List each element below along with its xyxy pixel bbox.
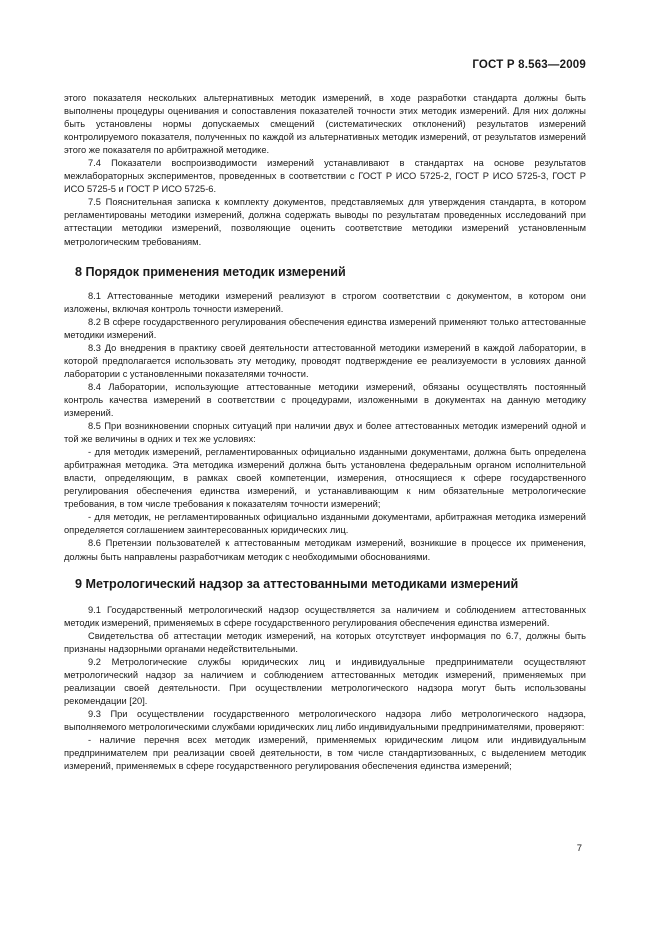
paragraph: 9.3 При осуществлении государственного метрологического надзора либо метрологического надзора, выполняемого метрологическими службами юридических лиц либо индивидуальными предпринимателями, проверяют: [64, 708, 586, 732]
paragraph: 7.4 Показатели воспроизводимости измерений устанавливают в стандартах на основе результатов межлабораторных экспериментов, проведенных в соответствии с ГОСТ Р ИСО 5725-2, ГОСТ Р ИСО 5725-3, ГОСТ Р ИСО 5725-5 и ГОСТ Р ИСО 5725-6. [64, 158, 586, 195]
paragraph: 9.1 Государственный метрологический надзор осуществляется за наличием и соблюдением аттестованных методик измерений, применяемых в сфере государственного регулирования обеспечения единства измерений. [64, 604, 586, 628]
paragraph: 8.6 Претензии пользователей к аттестованным методикам измерений, возникшие в процессе их применения, должны быть направлены разработчикам методик с необходимыми обоснованиями. [64, 538, 586, 562]
paragraph: 8.1 Аттестованные методики измерений реализуют в строгом соответствии с документом, в котором они изложены, включая контроль точности измерений. [64, 290, 586, 314]
page-number: 7 [576, 843, 582, 854]
list-item: - для методик, не регламентированных официально изданными документами, арбитражная методика измерений определяется соглашением заинтересованных юридических лиц. [64, 512, 586, 536]
section-heading-8: 8 Порядок применения методик измерений [75, 264, 346, 279]
paragraph: 8.5 При возникновении спорных ситуаций при наличии двух и более аттестованных методик измерений одной и той же величины в одних и тех же условиях: [64, 421, 586, 445]
document-body [64, 92, 586, 773]
paragraph: 7.5 Пояснительная записка к комплекту документов, представляемых для утверждения стандарта, в котором регламентированы методики измерений, должна содержать выводы по результатам проведенных исследований при аттестации методики измерений, позволяющие оценить соответствие методики измерений установленным метрологическим требованиям. [64, 197, 586, 247]
document-id: ГОСТ Р 8.563—2009 [472, 59, 586, 71]
paragraph: этого показателя нескольких альтернативных методик измерений, в ходе разработки стандарта должны быть выполнены процедуры оценивания и сопоставления показателей точности этих методик измерений. Для них должны быть установлены нормы допускаемых смещений (систематических отклонений) результатов измерений контролируемого показателя, полученных по каждой из альтернативных методик измерений, от результатов измерений этого же показателя по арбитражной методике. [64, 93, 586, 156]
paragraph: 8.2 В сфере государственного регулирования обеспечения единства измерений применяют только аттестованные методики измерений. [64, 316, 586, 340]
list-item: - наличие перечня всех методик измерений, применяемых юридическим лицом или индивидуальным предпринимателем при реализации своей деятельности, в том числе стандартизованных, с выделением методик измерений, применяемых в сфере государственного регулирования обеспечения единства измерений; [64, 735, 586, 772]
paragraph: 8.4 Лаборатории, использующие аттестованные методики измерений, обязаны осуществлять постоянный контроль качества измерений в соответствии с процедурами, изложенными в документах на данную методику измерений. [64, 381, 586, 418]
list-item: - для методик измерений, регламентированных официально изданными документами, должна быть определена арбитражная методика. Эта методика измерений должна быть установлена федеральным органом исполнительной власти, определяющим, в рамках своей компетенции, измерения, относящиеся к сфере государственного регулирования обеспечения единства измерений, и устанавливающим к ним обязательные метрологические требования, в том числе требования к показателям точности измерений; [64, 447, 586, 510]
paragraph: 8.3 До внедрения в практику своей деятельности аттестованной методики измерений в каждой лаборатории, в которой предполагается использовать эту методику, проводят подтверждение ее реализуемости в условиях данной лаборатории с установленными показателями точности. [64, 342, 586, 379]
section-heading-9: 9 Метрологический надзор за аттестованными методиками измерений [75, 576, 519, 591]
paragraph: 9.2 Метрологические службы юридических лиц и индивидуальные предприниматели осуществляют метрологический надзор за наличием и соблюдением аттестованных методик измерений, применяемых при реализации своей деятельности. При осуществлении метрологического надзора могут быть использованы рекомендации [20]. [64, 656, 586, 706]
paragraph: Свидетельства об аттестации методик измерений, на которых отсутствует информация по 6.7, должны быть признаны надзорными органами недействительными. [64, 630, 586, 654]
